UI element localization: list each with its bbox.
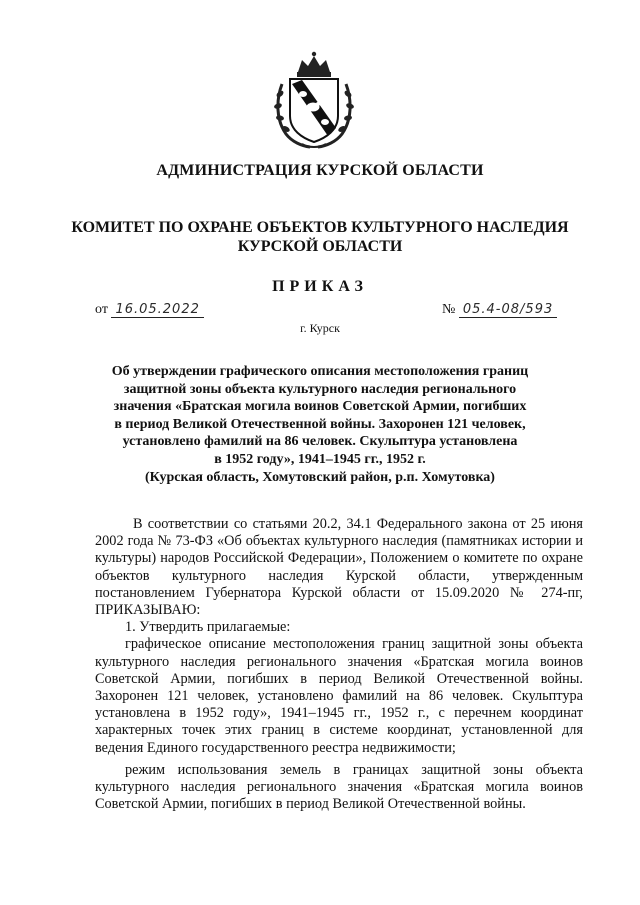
body-paragraph: режим использования земель в границах защитной зоны объекта культурного наследия регионального значения «Братская могила воинов Советской Армии, погибших в период Великой Отечественной войны. [95, 761, 583, 813]
heading-line: защитной зоны объекта культурного наследия регионального [123, 381, 517, 397]
date-prefix: от [95, 302, 108, 317]
heading-line: (Курская область, Хомутовский район, р.п. Хомутовка) [145, 469, 495, 485]
heading-line: значения «Братская могила воинов Советской Армии, погибших [113, 399, 527, 415]
document-heading [92, 363, 548, 486]
body-paragraph: графическое описание местоположения границ защитной зоны объекта культурного наследия регионального значения «Братская могила воинов Советской Армии, погибших в период Великой Отечественной войны. Захоронен 121 человек, установлено фамилий на 86 человек. Скульптура установлена в 1952 году», 1941–1945 гг., 1952 г., с перечнем координат характерных точек этих границ в системе координат, установленной для ведения Единого государственного реестра недвижимости; [95, 636, 583, 756]
order-date [95, 302, 204, 318]
city-label: г. Курск [300, 321, 340, 335]
number-prefix: № [442, 302, 456, 317]
heading-line: в 1952 году», 1941–1945 гг., 1952 г. [214, 451, 426, 467]
committee-title-line: КУРСКОЙ ОБЛАСТИ [237, 238, 403, 255]
administration-title: АДМИНИСТРАЦИЯ КУРСКОЙ ОБЛАСТИ [156, 162, 484, 179]
heading-line: в период Великой Отечественной войны. Захоронен 121 человек, [114, 416, 526, 432]
committee-title [60, 218, 580, 256]
body-paragraph: В соответствии со статьями 20.2, 34.1 Федерального закона от 25 июня 2002 года № 73-ФЗ «Об объектах культурного наследия (памятниках истории и культуры) народов Российской Федерации», Положением о комитете по охране объектов культурного наследия Курской области, утвержденным постановлением Губернатора Курской области от 15.09.2020 № 274-пг, ПРИКАЗЫВАЮ: [95, 516, 583, 619]
handwritten-date: 16.05.2022 [111, 302, 203, 318]
document-body [95, 516, 583, 813]
handwritten-number: 05.4-08/593 [459, 302, 557, 318]
heading-line: установлено фамилий на 86 человек. Скульптура установлена [122, 434, 518, 450]
body-list-item: 1. Утвердить прилагаемые: [125, 619, 291, 636]
kursk-coat-of-arms-icon [272, 50, 356, 150]
committee-title-line: КОМИТЕТ ПО ОХРАНЕ ОБЪЕКТОВ КУЛЬТУРНОГО НАСЛЕДИЯ [71, 219, 569, 236]
order-number [442, 302, 557, 318]
order-title: ПРИКАЗ [272, 278, 368, 295]
heading-line: Об утверждении графического описания местоположения границ [111, 364, 529, 379]
